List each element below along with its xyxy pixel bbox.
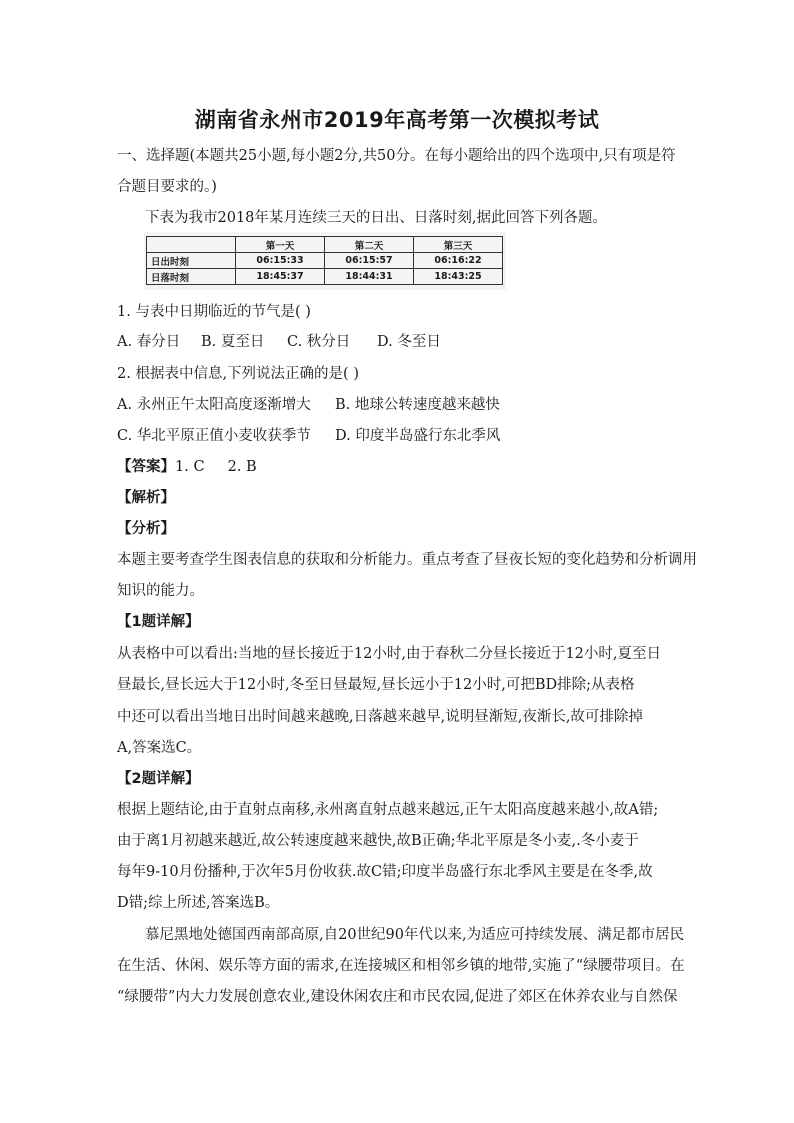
answer-label: 【答案】 xyxy=(117,459,175,475)
sunrise-sunset-table xyxy=(146,236,503,285)
section-instruction-line2: 合题目要求的。) xyxy=(117,179,217,195)
option-d: D. 冬至日 xyxy=(377,334,441,350)
option-c: C. 秋分日 xyxy=(287,334,351,350)
table-cell: 18:44:31 xyxy=(325,269,414,285)
table-header-cell: 第三天 xyxy=(414,237,503,253)
option-a: A. 春分日 xyxy=(117,334,181,350)
question-2-options-row2 xyxy=(117,426,682,446)
table-cell: 日落时刻 xyxy=(147,269,236,285)
question-intro: 下表为我市2018年某月连续三天的日出、日落时刻,据此回答下列各题。 xyxy=(145,210,608,226)
detail-1-line: 从表格中可以看出:当地的昼长接近于12小时,由于春秋二分昼长接近于12小时,夏至日 xyxy=(117,646,662,662)
answer-text: 1. C 2. B xyxy=(175,459,257,475)
table-cell: 18:45:37 xyxy=(236,269,325,285)
table-cell: 日出时刻 xyxy=(147,253,236,269)
passage-line: 慕尼黑地处德国西南部高原,自20世纪90年代以来,为适应可持续发展、满足都市居民 xyxy=(145,927,685,943)
question-2-stem: 2. 根据表中信息,下列说法正确的是( ) xyxy=(117,366,359,382)
table-header-cell: 第一天 xyxy=(236,237,325,253)
option-a: A. 永州正午太阳高度逐渐增大 xyxy=(117,397,311,413)
detail-2-line: 每年9-10月份播种,于次年5月份收获.故C错;印度半岛盛行东北季风主要是在冬季,故 xyxy=(117,864,653,880)
section-instruction-line1: 一、选择题(本题共25小题,每小题2分,共50分。在每小题给出的四个选项中,只有项是符 xyxy=(117,148,676,164)
option-d: D. 印度半岛盛行东北季风 xyxy=(335,428,501,444)
detail-2-line: 由于离1月初越来越近,故公转速度越来越快,故B正确;华北平原是冬小麦,.冬小麦于 xyxy=(117,833,639,849)
table-header-cell: 第二天 xyxy=(325,237,414,253)
detail-1-line: 昼最长,昼长远大于12小时,冬至日昼最短,昼长远小于12小时,可把BD排除;从表格 xyxy=(117,677,635,693)
detail-1-line: 中还可以看出当地日出时间越来越晚,日落越来越早,说明昼渐短,夜渐长,故可排除掉 xyxy=(117,709,643,725)
table-header-row xyxy=(147,237,503,253)
option-b: B. 夏至日 xyxy=(201,334,265,350)
fenxi-line: 本题主要考查学生图表信息的获取和分析能力。重点考查了昼夜长短的变化趋势和分析调用 xyxy=(117,552,697,568)
page-title: 湖南省永州市2019年高考第一次模拟考试 xyxy=(194,108,600,132)
analysis-label: 【解析】 xyxy=(117,490,175,506)
detail-1-line: A,答案选C。 xyxy=(117,740,202,756)
question-1-options xyxy=(117,332,682,352)
answer-line xyxy=(117,457,682,477)
question-1-stem: 1. 与表中日期临近的节气是( ) xyxy=(117,304,311,320)
table-cell: 18:43:25 xyxy=(414,269,503,285)
detail-1-label: 【1题详解】 xyxy=(117,614,200,630)
table-row xyxy=(147,269,503,285)
option-b: B. 地球公转速度越来越快 xyxy=(335,397,500,413)
detail-2-line: 根据上题结论,由于直射点南移,永州离直射点越来越远,正午太阳高度越来越小,故A错; xyxy=(117,802,659,818)
fenxi-line: 知识的能力。 xyxy=(117,583,204,599)
table-header-cell xyxy=(147,237,236,253)
passage-line: “绿腰带”内大力发展创意农业,建设休闲农庄和市民农园,促进了郊区在休养农业与自然保 xyxy=(117,989,678,1005)
question-2-options-row1 xyxy=(117,395,682,415)
table-cell: 06:15:57 xyxy=(325,253,414,269)
table-row xyxy=(147,253,503,269)
table-cell: 06:15:33 xyxy=(236,253,325,269)
option-c: C. 华北平原正值小麦收获季节 xyxy=(117,428,311,444)
table-cell: 06:16:22 xyxy=(414,253,503,269)
detail-2-line: D错;综上所述,答案选B。 xyxy=(117,895,280,911)
passage-line: 在生活、休闲、娱乐等方面的需求,在连接城区和相邻乡镇的地带,实施了“绿腰带项目。在 xyxy=(117,958,685,974)
detail-2-label: 【2题详解】 xyxy=(117,771,200,787)
fenxi-label: 【分析】 xyxy=(117,521,175,537)
